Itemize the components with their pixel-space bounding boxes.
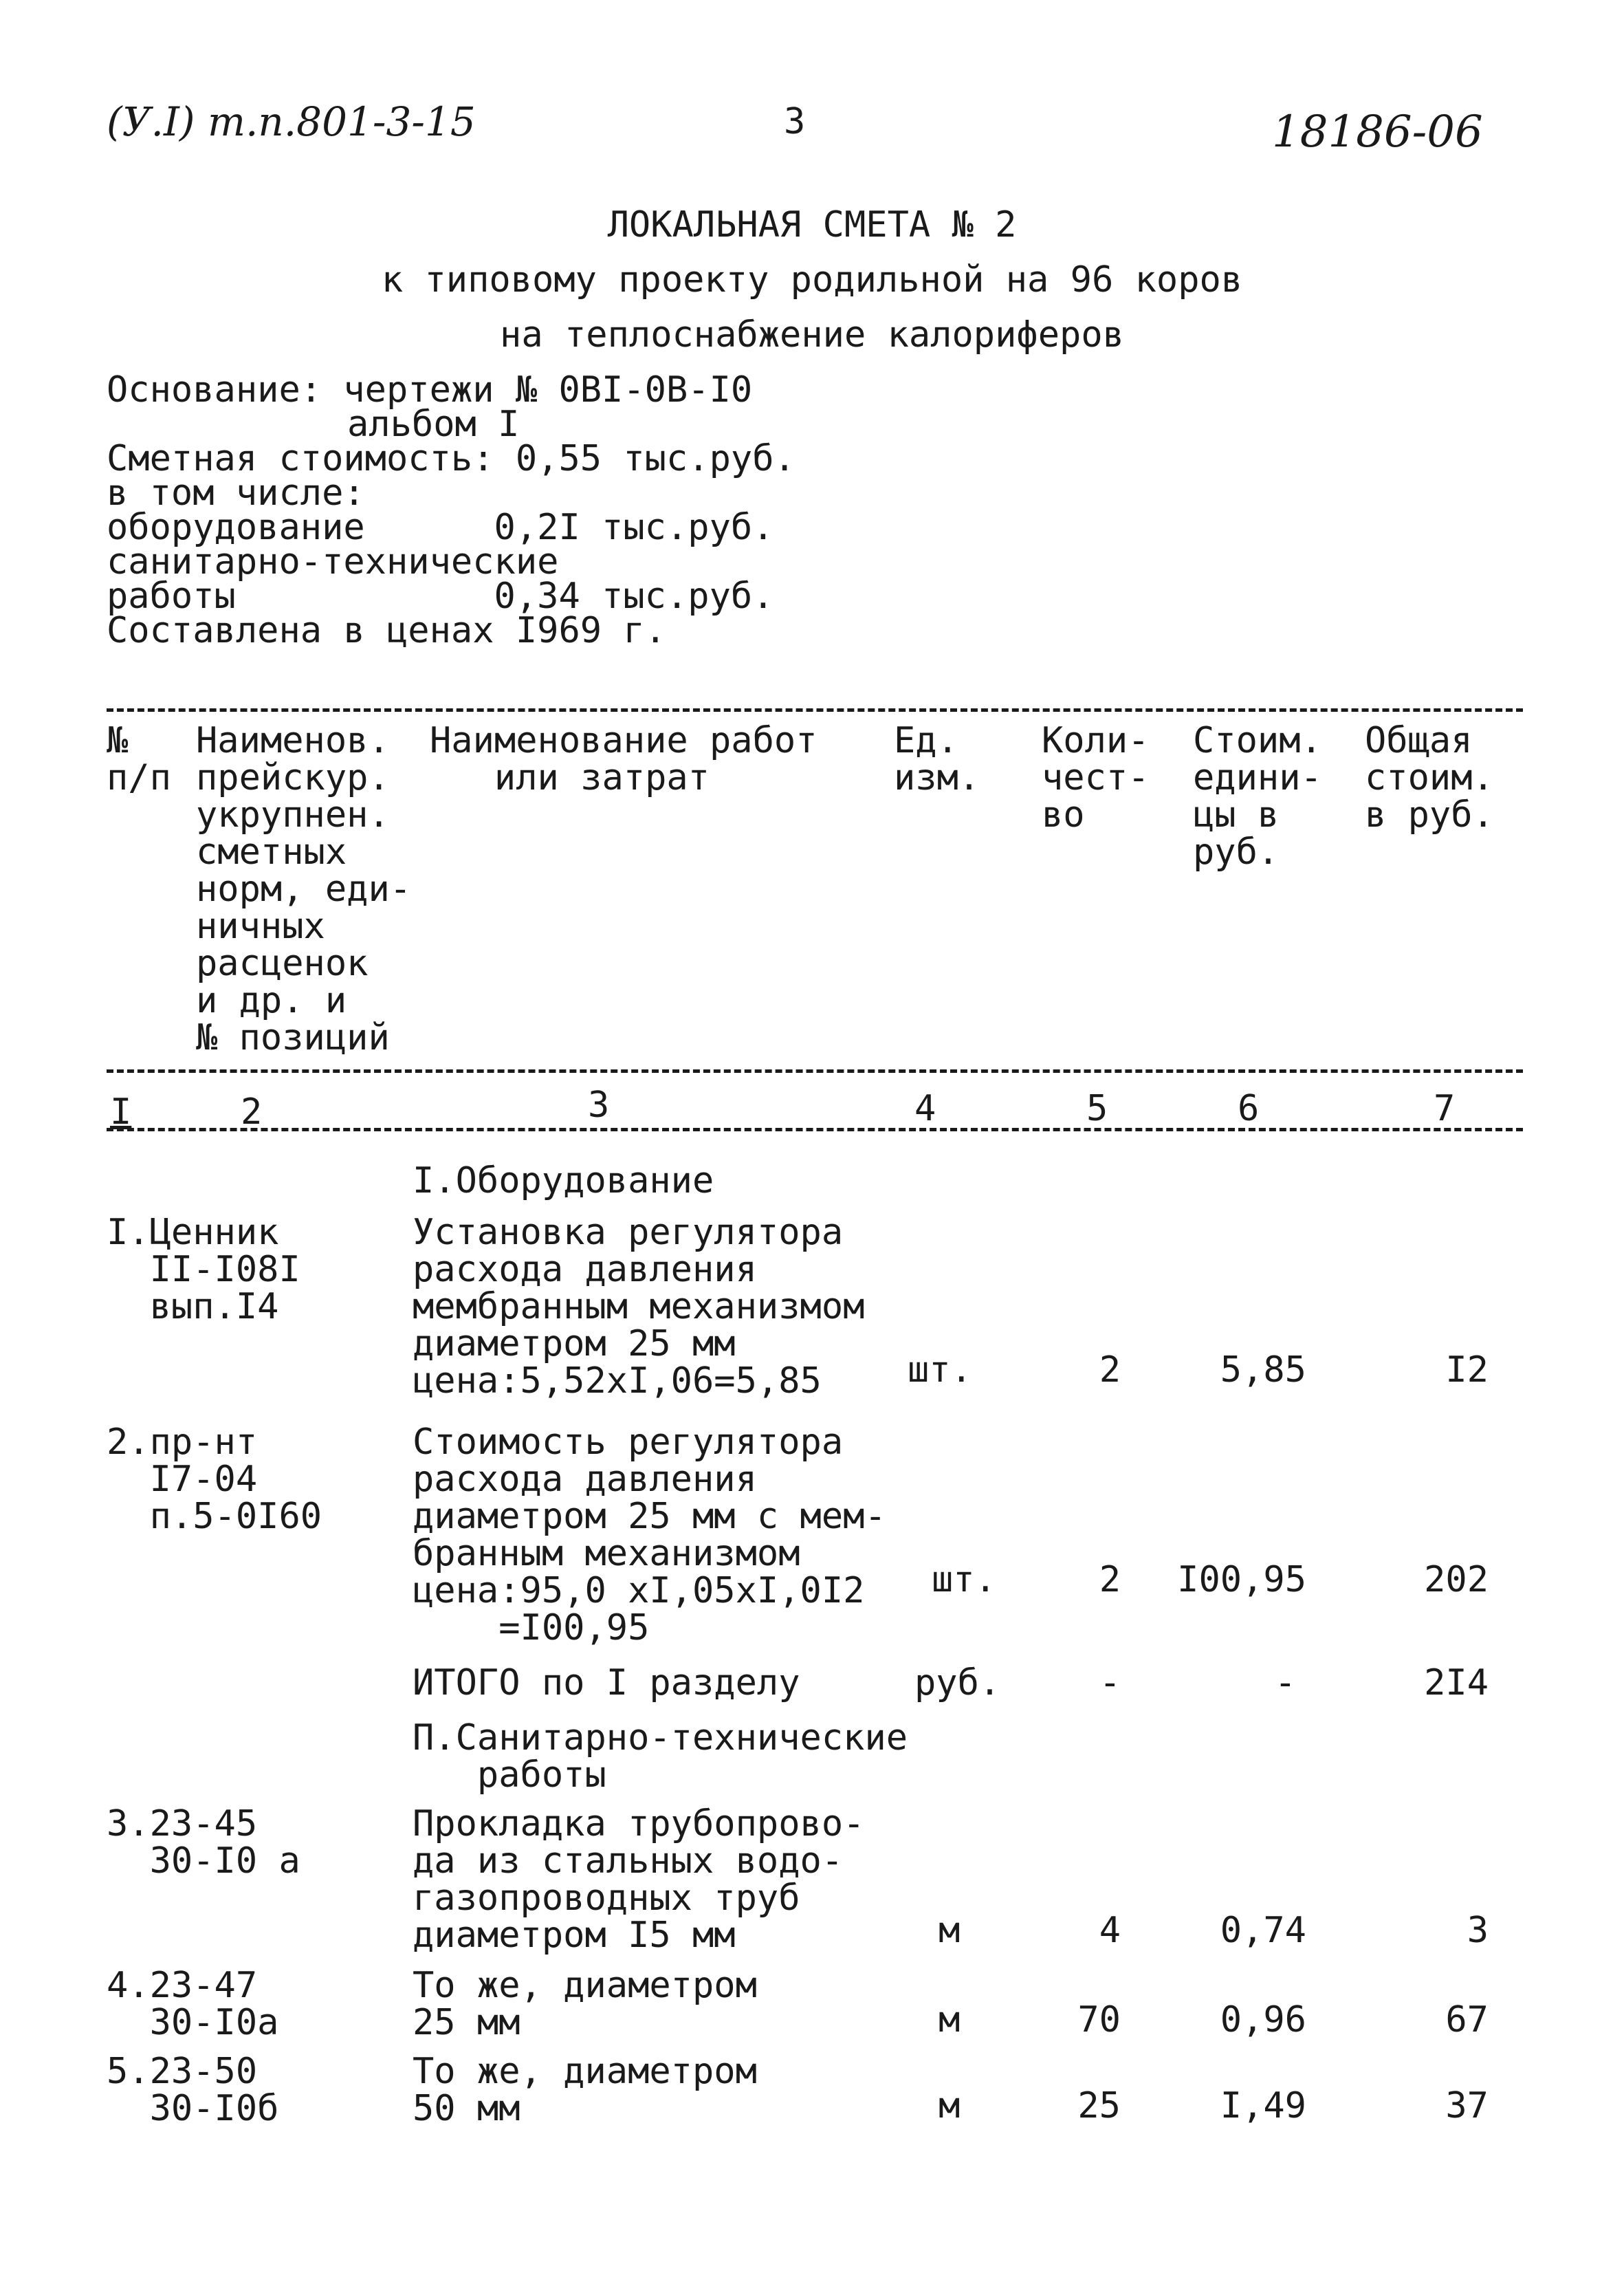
title-purpose: на теплоснабжение калориферов [500, 314, 1124, 356]
table-row-name: То же, диаметром 25 мм [413, 1965, 757, 2043]
table-row-price: I,49 [1220, 2085, 1306, 2126]
subtotal-label: ИТОГО по I разделу [413, 1662, 800, 1703]
table-top-rule [107, 708, 1523, 712]
col-number-4: 4 [914, 1088, 936, 1129]
including-line: в том числе: [107, 472, 365, 514]
col-header-unit: Ед. изм. [894, 720, 980, 798]
table-row-total: 3 [1467, 1910, 1489, 1951]
table-row-total: I2 [1445, 1349, 1489, 1391]
table-row-name: Стоимость регулятора расхода давления диаметром 25 мм с мем- бранным механизмом цена:95,0 xI,05xI,0I2 =I00,95 [413, 1422, 886, 1648]
table-row-price: 0,74 [1220, 1910, 1306, 1951]
header-bottom-rule [107, 1069, 1523, 1073]
col-header-number: № п/п [107, 720, 171, 798]
col-number-3: 3 [588, 1085, 610, 1126]
col-number-1: I [110, 1091, 132, 1133]
prices-year: Составлена в ценах I969 г. [107, 610, 666, 651]
table-row-qty: 25 [1077, 2085, 1121, 2126]
page-number: 3 [784, 101, 806, 142]
table-row-unit: м [939, 1910, 961, 1951]
table-row-qty: 70 [1077, 1999, 1121, 2040]
equipment-cost: оборудование 0,2I тыс.руб. [107, 507, 774, 548]
section-title: П.Санитарно-технические работы [413, 1717, 908, 1796]
table-row-unit: м [939, 1999, 961, 2040]
col-header-unit-price: Стоим. едини- цы в руб. [1193, 720, 1322, 873]
column-numbers-rule [107, 1128, 1523, 1131]
document-code-left: (У.I) т.п.801-3-15 [107, 98, 476, 145]
table-row-price: I00,95 [1177, 1559, 1306, 1600]
col-header-work-name: Наименование работ или затрат [430, 720, 818, 798]
works-cost: работы 0,34 тыс.руб. [107, 576, 774, 617]
table-row-price: 5,85 [1220, 1349, 1306, 1391]
table-row-unit: шт. [932, 1559, 996, 1600]
subtotal-total: 2I4 [1424, 1662, 1489, 1703]
estimated-cost: Сметная стоимость: 0,55 тыс.руб. [107, 438, 795, 479]
col-number-2: 2 [241, 1091, 263, 1133]
table-row-total: 37 [1445, 2085, 1489, 2126]
table-row-name: Прокладка трубопрово- да из стальных водо- газопроводных труб диаметром I5 мм [413, 1803, 865, 1956]
col-number-7: 7 [1434, 1088, 1456, 1129]
table-row-ref: I.Ценник II-I08I вып.I4 [107, 1212, 300, 1327]
table-row-total: 67 [1445, 1999, 1489, 2040]
subtotal-price: - [1274, 1662, 1296, 1703]
basis-line: Основание: чертежи № 0BI-0B-I0 [107, 369, 753, 411]
table-row-name: То же, диаметром 50 мм [413, 2051, 757, 2129]
table-row-ref: 3.23-45 30-I0 а [107, 1803, 300, 1882]
subtotal-qty: - [1099, 1662, 1121, 1703]
table-row-total: 202 [1424, 1559, 1489, 1600]
col-number-6: 6 [1238, 1088, 1260, 1129]
table-row-ref: 4.23-47 30-I0а [107, 1965, 279, 2043]
album-line: альбом I [347, 404, 520, 445]
title-subtitle: к типовому проекту родильной на 96 коров [381, 259, 1243, 301]
table-row-name: Установка регулятора расхода давления мембранным механизмом диаметром 25 мм цена:5,52xI,06=5,85 [413, 1212, 865, 1402]
page-title: ЛОКАЛЬНАЯ СМЕТА № 2 [607, 204, 1017, 246]
table-row-unit: шт. [908, 1349, 972, 1391]
table-row-ref: 2.пр-нт I7-04 п.5-0I60 [107, 1422, 322, 1537]
table-row-qty: 2 [1099, 1349, 1121, 1391]
subtotal-unit: руб. [914, 1662, 1001, 1703]
sanitary-label: санитарно-технические [107, 541, 559, 583]
col-header-quantity: Коли- чест- во [1042, 720, 1150, 836]
col-number-5: 5 [1086, 1088, 1108, 1129]
table-row-qty: 4 [1099, 1910, 1121, 1951]
table-row-ref: 5.23-50 30-I0б [107, 2051, 279, 2129]
table-row-qty: 2 [1099, 1559, 1121, 1600]
col-header-reference: Наименов. прейскур. укрупнен. сметных норм, еди- ничных расценок и др. и № позиций [196, 720, 412, 1058]
document-code-right: 18186-06 [1272, 107, 1483, 157]
table-row-unit: м [939, 2085, 961, 2126]
section-title: I.Оборудование [413, 1160, 714, 1201]
table-row-price: 0,96 [1220, 1999, 1306, 2040]
col-header-total: Общая стоим. в руб. [1365, 720, 1494, 836]
